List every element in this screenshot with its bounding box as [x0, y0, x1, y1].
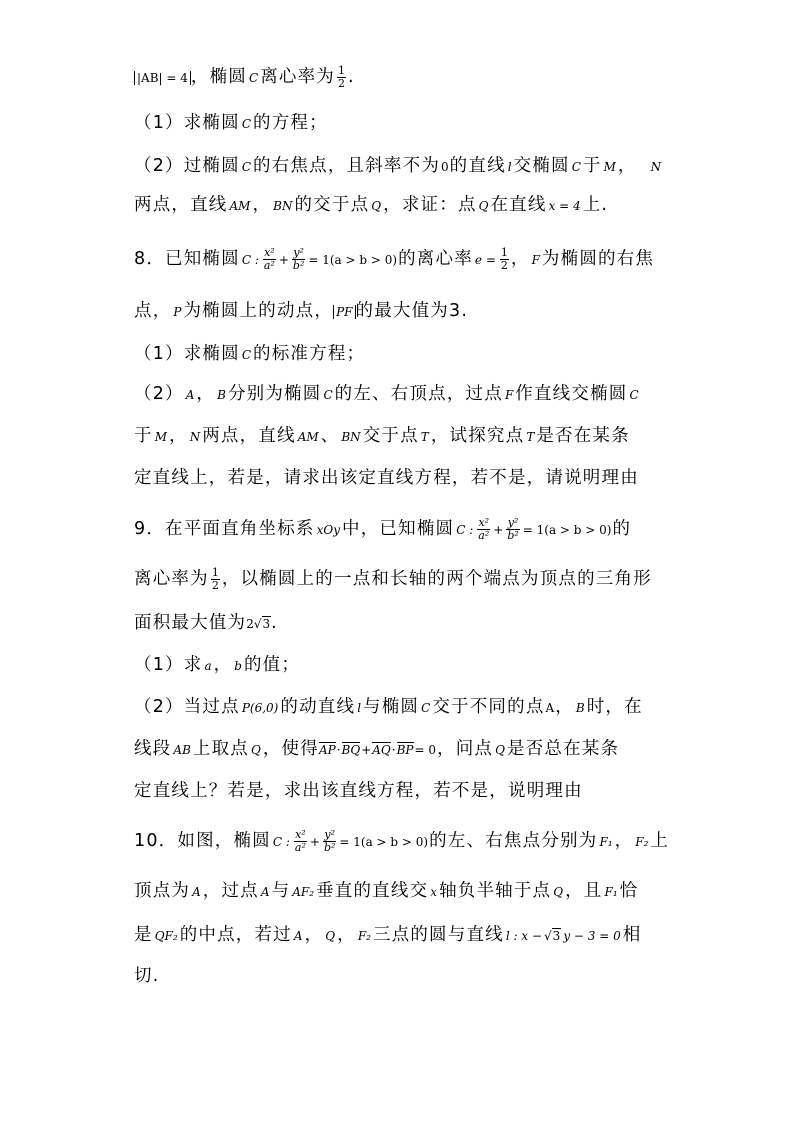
- fraction-one-half: $\frac{1}{2}$: [211, 565, 219, 592]
- vector-aq: AQ: [372, 743, 391, 757]
- vector-bp: BP: [396, 743, 414, 757]
- text-line-7: （1）求椭圆 C 的标准方程；: [134, 344, 366, 364]
- text-line-21: 切.: [134, 966, 160, 986]
- math-abs-ab: |AB| = 4: [134, 71, 191, 85]
- math-two-root-three: 2√3: [246, 617, 271, 631]
- text-line-1: |AB| = 4 ，椭圆 C 离心率为 $\frac{1}{2}$ .: [134, 64, 698, 91]
- text-line-20: 是 QF₂ 的中点，若过 A ， Q ， F₂ 三点的圆与直线 l : x − √3 y − 3 = 0 相: [134, 925, 642, 945]
- text-line-9: 于 M ， N 两点，直线 AM 、 BN 交于点 T ，试探究点 T 是否在某条: [134, 426, 630, 446]
- text-line-11: 9．在平面直角坐标系 xOy 中，已知椭圆 C : $\frac{\text{x²}}{\text{a²}}$ + $\frac{\text{y²}}{\text{b²}}$ = 1(a > b > 0)的: [134, 515, 632, 542]
- text-line-10: 定直线上，若是，请求出该定直线方程，若不是，请说明理由: [134, 468, 639, 488]
- math-root-three: √3: [544, 929, 561, 943]
- fraction-one-half: $\frac{1}{2}$: [338, 63, 345, 90]
- text-line-17: 定直线上？若是，求出该直线方程，若不是，说明理由: [134, 781, 583, 801]
- text-line-2: （1）求椭圆 C 的方程；: [134, 113, 328, 133]
- text-line-6: 点， P 为椭圆上的动点， PF 的最大值为3.: [134, 301, 469, 321]
- vector-ap: AP: [318, 743, 336, 757]
- text-line-16: 线段 AB 上取点 Q ，使得AP·BQ+AQ·BP= 0，问点 Q 是否总在某条: [134, 739, 620, 759]
- text-line-5: 8．已知椭圆 C : $\frac{\text{x²}}{\text{a²}}$ + $\frac{\text{y²}}{\text{b²}}$ = 1(a > b > 0)的离心率 e = $\frac{1}{2}$ ， F 为椭圆的右焦: [134, 245, 655, 272]
- fraction-y2-b2: $\frac{\text{y²}}{\text{b²}}$: [507, 515, 519, 542]
- fraction-x2-a2: $\frac{\text{x²}}{\text{a²}}$: [478, 515, 490, 542]
- fraction-x2-a2: $\frac{\text{x²}}{\text{a²}}$: [294, 827, 306, 854]
- fraction-y2-b2: $\frac{\text{y²}}{\text{b²}}$: [292, 245, 305, 272]
- text-line-12: 离心率为 $\frac{1}{2}$ ，以椭圆上的一点和长轴的两个端点为顶点的三角形: [134, 565, 652, 592]
- vector-bq: BQ: [341, 743, 361, 757]
- text-line-13: 面积最大值为2√3.: [134, 613, 278, 633]
- text-line-19: 顶点为 A ，过点 A 与 AF₂ 垂直的直线交 x 轴负半轴于点 Q ，且 F₁ 恰: [134, 881, 639, 901]
- fraction-x2-a2: $\frac{\text{x²}}{\text{a²}}$: [263, 245, 275, 272]
- text-line-15: （2）当过点 P(6,0) 的动直线 l 与椭圆 C 交于不同的点A， B 时，在: [134, 697, 643, 717]
- text-line-14: （1）求 a ， b 的值；: [134, 655, 301, 675]
- text-line-3: （2）过椭圆 C 的右焦点，且斜率不为0的直线 l 交椭圆 C 于 M ， N: [134, 156, 662, 176]
- math-abs-pf: PF: [333, 305, 355, 319]
- text-line-8: （2） A ， B 分别为椭圆 C 的左、右顶点，过点 F 作直线交椭圆 C: [134, 384, 639, 404]
- text-line-4: 两点，直线 AM ， BN 的交于点 Q ，求证：点 Q 在直线 x = 4 上.: [134, 195, 609, 215]
- fraction-one-half: $\frac{1}{2}$: [500, 245, 508, 272]
- fraction-y2-b2: $\frac{\text{y²}}{\text{b²}}$: [323, 827, 336, 854]
- text-line-18: 10．如图，椭圆 C : $\frac{\text{x²}}{\text{a²}}$ + $\frac{\text{y²}}{\text{b²}}$ = 1(a > b > 0)的左、右焦点分别为 F₁ ， F₂ 上: [134, 827, 670, 854]
